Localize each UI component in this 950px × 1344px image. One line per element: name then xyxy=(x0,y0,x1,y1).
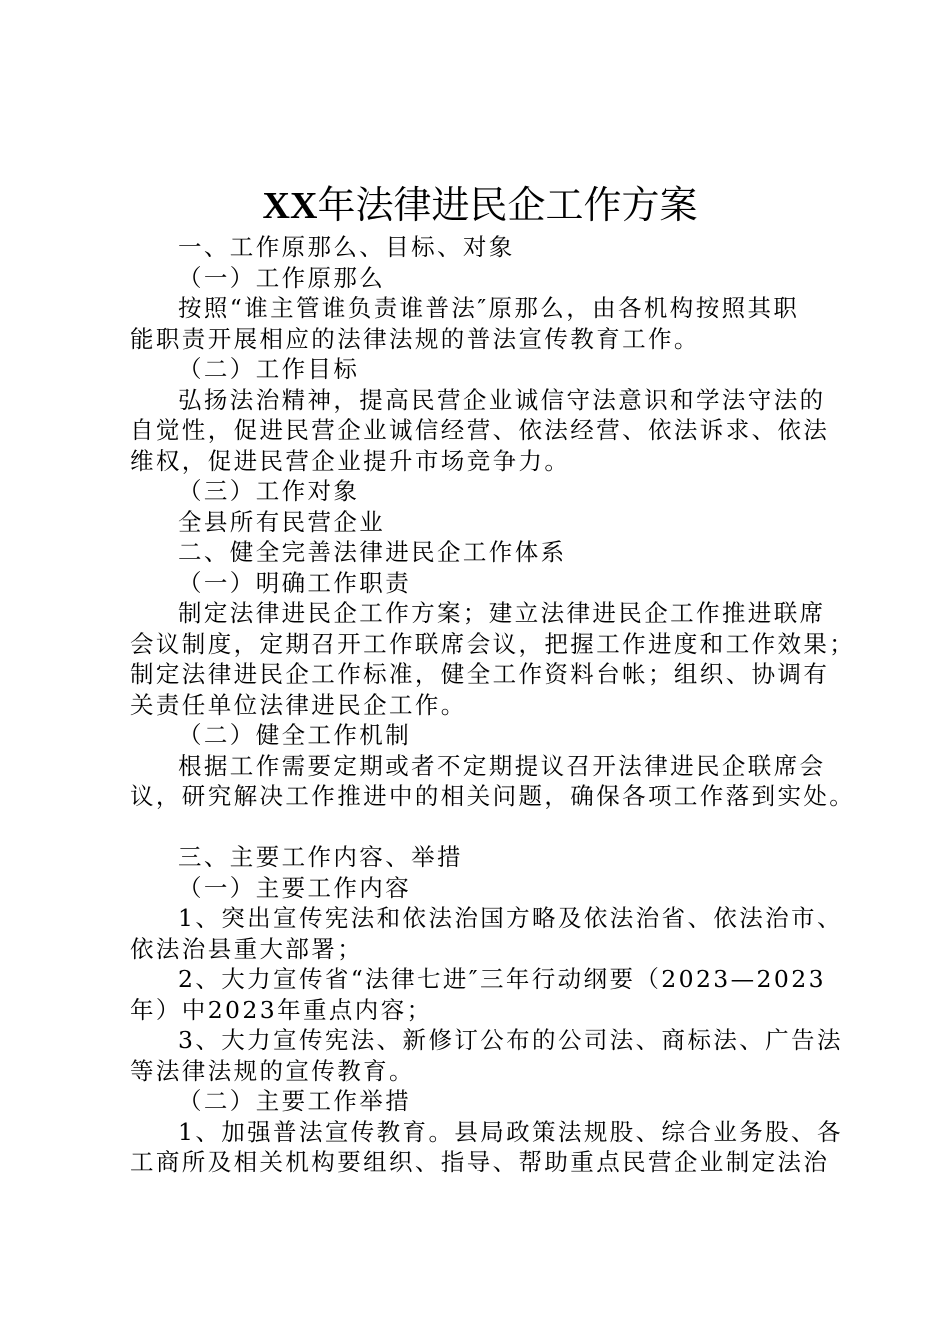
title-latin: XX xyxy=(262,185,318,227)
paragraph-line: 维权，促进民营企业提升市场竞争力。 xyxy=(130,446,571,475)
paragraph-line: 弘扬法治精神，提高民营企业诚信守法意识和学法守法的 xyxy=(178,385,826,414)
paragraph-line: 3、大力宣传宪法、新修订公布的公司法、商标法、广告法 xyxy=(178,1026,843,1054)
paragraph-line: 制定法律进民企工作方案；建立法律进民企工作推进联席 xyxy=(178,599,826,627)
document-title xyxy=(0,178,950,233)
subheading: （一）工作原那么 xyxy=(178,263,386,292)
paragraph-line: 年）中2023年重点内容； xyxy=(130,995,433,1024)
subheading: （二）健全工作机制 xyxy=(178,721,412,749)
title-text: 年法律进民企工作方案 xyxy=(317,183,698,227)
paragraph-line: 等法律法规的宣传教育。 xyxy=(130,1056,415,1085)
paragraph-line: 按照“谁主管谁负责谁普法″原那么，由各机构按照其职 xyxy=(178,294,800,322)
subheading: （三）工作对象 xyxy=(178,477,360,505)
paragraph-line: 议，研究解决工作推进中的相关问题，确保各项工作落到实处。 xyxy=(130,782,856,810)
blank-line xyxy=(130,812,830,843)
paragraph-line: 2、大力宣传省“法律七进″三年行动纲要（2023—2023 xyxy=(178,965,826,993)
heading-3: 三、主要工作内容、举措 xyxy=(178,843,463,871)
paragraph-line: 关责任单位法律进民企工作。 xyxy=(130,690,467,719)
subheading: （一）明确工作职责 xyxy=(178,568,412,597)
subheading: （二）工作目标 xyxy=(178,355,360,383)
paragraph-line: 自觉性，促进民营企业诚信经营、依法经营、依法诉求、依法 xyxy=(130,416,830,444)
paragraph-line: 会议制度，定期召开工作联席会议，把握工作进度和工作效果； xyxy=(130,629,856,658)
paragraph-line: 制定法律进民企工作标准，健全工作资料台帐；组织、协调有 xyxy=(130,660,830,688)
paragraph-line: 1、突出宣传宪法和依法治国方略及依法治省、依法治市、 xyxy=(178,904,843,932)
paragraph-line: 全县所有民营企业 xyxy=(178,507,386,536)
heading-1: 一、工作原那么、目标、对象 xyxy=(178,233,515,261)
paragraph-line: 1、加强普法宣传教育。县局政策法规股、综合业务股、各 xyxy=(178,1117,843,1146)
subheading: （二）主要工作举措 xyxy=(178,1087,412,1115)
paragraph-line: 能职责开展相应的法律法规的普法宣传教育工作。 xyxy=(130,324,700,353)
paragraph-line: 根据工作需要定期或者不定期提议召开法律进民企联席会 xyxy=(178,751,826,780)
subheading: （一）主要工作内容 xyxy=(178,873,412,902)
paragraph-line: 工商所及相关机构要组织、指导、帮助重点民营企业制定法治 xyxy=(130,1148,830,1176)
document-body xyxy=(130,232,856,1178)
paragraph-line: 依法治县重大部署； xyxy=(130,934,364,963)
heading-2: 二、健全完善法律进民企工作体系 xyxy=(178,538,567,566)
